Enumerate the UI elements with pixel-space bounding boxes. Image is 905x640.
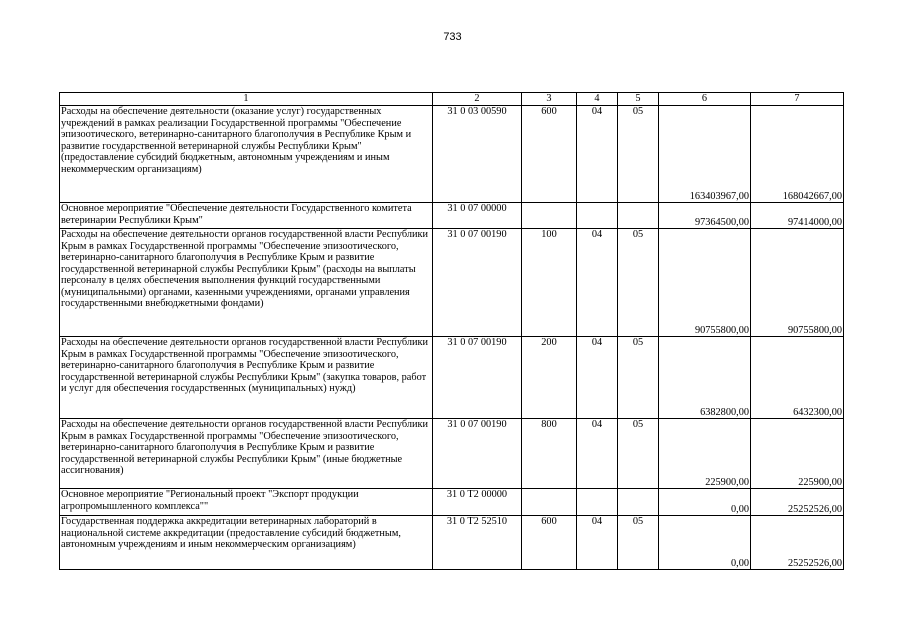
header-col-5: 5: [618, 93, 659, 106]
row-amount-col7: 25252526,00: [751, 489, 844, 516]
row-amount-col7: 168042667,00: [751, 106, 844, 203]
row-amount-col7: 90755800,00: [751, 229, 844, 337]
table-row: [60, 229, 844, 337]
header-col-3: 3: [522, 93, 577, 106]
row-section: 04: [577, 419, 618, 489]
row-target-code: 31 0 03 00590: [433, 106, 522, 203]
row-target-code: 31 0 07 00190: [433, 419, 522, 489]
header-col-1: 1: [60, 93, 433, 106]
row-subsection: [618, 489, 659, 516]
row-subsection: [618, 203, 659, 229]
row-expense-type: 800: [522, 419, 577, 489]
row-amount-col6: 0,00: [659, 516, 751, 570]
row-expense-type: 100: [522, 229, 577, 337]
table-row: [60, 337, 844, 419]
row-amount-col7: 225900,00: [751, 419, 844, 489]
row-description: Основное мероприятие "Региональный проект "Экспорт продукции агропромышленного комплекса"": [60, 489, 433, 516]
row-description: Расходы на обеспечение деятельности (оказание услуг) государственных учреждений в рамках реализации Государственной программы "Обеспечение эпизоотического, ветеринарно-санитарного благополучия в Республике Крым и развитие государственной ветеринарной службы Республики Крым" (предоставление субсидий бюджетным, автономным учреждениям и иным некоммерческим организациям): [60, 106, 433, 203]
row-subsection: 05: [618, 337, 659, 419]
row-description: Расходы на обеспечение деятельности органов государственной власти Республики Крым в рамках Государственной программы "Обеспечение эпизоотического, ветеринарно-санитарного благополучия в Республике Крым и развитие государственной ветеринарной службы Республики Крым" (расходы на выплаты персоналу в целях обеспечения выполнения функций государственными (муниципальными) органами, казенными учреждениями, органами управления государственными внебюджетными фондами): [60, 229, 433, 337]
table-row: [60, 203, 844, 229]
row-description: Государственная поддержка аккредитации ветеринарных лабораторий в национальной системе аккредитации (предоставление субсидий бюджетным, автономным учреждениям и иным некоммерческим организациям): [60, 516, 433, 570]
row-target-code: 31 0 T2 52510: [433, 516, 522, 570]
table-row: [60, 516, 844, 570]
row-amount-col7: 6432300,00: [751, 337, 844, 419]
row-amount-col6: 90755800,00: [659, 229, 751, 337]
table-row: [60, 419, 844, 489]
budget-table: [59, 92, 844, 570]
row-section: 04: [577, 337, 618, 419]
header-col-2: 2: [433, 93, 522, 106]
row-subsection: 05: [618, 419, 659, 489]
table-row: [60, 489, 844, 516]
row-amount-col6: 163403967,00: [659, 106, 751, 203]
row-amount-col6: 97364500,00: [659, 203, 751, 229]
row-description: Основное мероприятие "Обеспечение деятельности Государственного комитета ветеринарии Республики Крым": [60, 203, 433, 229]
header-col-4: 4: [577, 93, 618, 106]
row-expense-type: 600: [522, 106, 577, 203]
row-subsection: 05: [618, 229, 659, 337]
row-amount-col6: 225900,00: [659, 419, 751, 489]
row-expense-type: 600: [522, 516, 577, 570]
row-amount-col6: 0,00: [659, 489, 751, 516]
row-section: 04: [577, 229, 618, 337]
table-header-row: [60, 93, 844, 106]
row-target-code: 31 0 07 00190: [433, 337, 522, 419]
row-description: Расходы на обеспечение деятельности органов государственной власти Республики Крым в рамках Государственной программы "Обеспечение эпизоотического, ветеринарно-санитарного благополучия в Республике Крым и развитие государственной ветеринарной службы Республики Крым" (закупка товаров, работ и услуг для обеспечения государственных (муниципальных) нужд): [60, 337, 433, 419]
row-amount-col7: 25252526,00: [751, 516, 844, 570]
row-subsection: 05: [618, 106, 659, 203]
row-section: 04: [577, 516, 618, 570]
header-col-6: 6: [659, 93, 751, 106]
row-amount-col6: 6382800,00: [659, 337, 751, 419]
row-section: 04: [577, 106, 618, 203]
row-section: [577, 489, 618, 516]
row-description: Расходы на обеспечение деятельности органов государственной власти Республики Крым в рамках Государственной программы "Обеспечение эпизоотического, ветеринарно-санитарного благополучия в Республике Крым и развитие государственной ветеринарной службы Республики Крым" (иные бюджетные ассигнования): [60, 419, 433, 489]
row-amount-col7: 97414000,00: [751, 203, 844, 229]
row-target-code: 31 0 07 00190: [433, 229, 522, 337]
row-expense-type: [522, 203, 577, 229]
row-target-code: 31 0 07 00000: [433, 203, 522, 229]
header-col-7: 7: [751, 93, 844, 106]
row-target-code: 31 0 T2 00000: [433, 489, 522, 516]
row-expense-type: [522, 489, 577, 516]
row-section: [577, 203, 618, 229]
row-subsection: 05: [618, 516, 659, 570]
row-expense-type: 200: [522, 337, 577, 419]
table-row: [60, 106, 844, 203]
page-number: 733: [443, 31, 462, 43]
